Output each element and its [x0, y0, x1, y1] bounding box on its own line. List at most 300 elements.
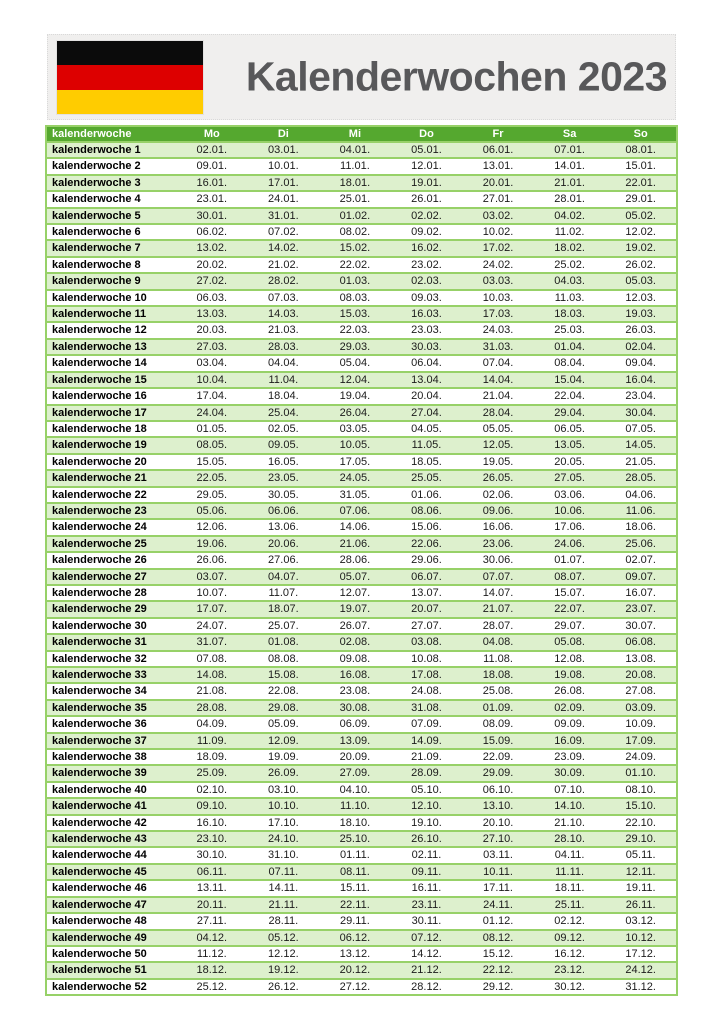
date-cell-do: 19.10. — [391, 815, 463, 831]
date-cell-mi: 27.12. — [319, 979, 391, 995]
date-cell-di: 28.11. — [248, 913, 320, 929]
date-cell-do: 01.06. — [391, 487, 463, 503]
date-cell-mi: 22.11. — [319, 897, 391, 913]
flag-stripe-black — [57, 41, 203, 65]
date-cell-mo: 04.09. — [176, 716, 248, 732]
date-cell-do: 12.10. — [391, 798, 463, 814]
date-cell-do: 29.06. — [391, 552, 463, 568]
date-cell-mo: 24.07. — [176, 618, 248, 634]
table-row — [46, 273, 677, 289]
date-cell-fr: 06.01. — [462, 142, 534, 158]
date-cell-mo: 13.03. — [176, 306, 248, 322]
date-cell-mi: 16.08. — [319, 667, 391, 683]
date-cell-do: 23.03. — [391, 322, 463, 338]
date-cell-fr: 28.07. — [462, 618, 534, 634]
date-cell-sa: 02.12. — [534, 913, 606, 929]
date-cell-fr: 27.01. — [462, 191, 534, 207]
table-row — [46, 405, 677, 421]
germany-flag-icon — [57, 41, 203, 114]
date-cell-mi: 08.03. — [319, 290, 391, 306]
date-cell-sa: 23.12. — [534, 962, 606, 978]
date-cell-mo: 27.02. — [176, 273, 248, 289]
week-label: kalenderwoche 2 — [46, 158, 176, 174]
date-cell-mo: 03.04. — [176, 355, 248, 371]
table-row — [46, 979, 677, 995]
week-label: kalenderwoche 25 — [46, 536, 176, 552]
table-row — [46, 700, 677, 716]
date-cell-di: 21.02. — [248, 257, 320, 273]
date-cell-mo: 04.12. — [176, 930, 248, 946]
date-cell-mi: 25.01. — [319, 191, 391, 207]
date-cell-so: 30.07. — [605, 618, 677, 634]
date-cell-sa: 16.09. — [534, 733, 606, 749]
date-cell-mo: 11.09. — [176, 733, 248, 749]
date-cell-di: 11.07. — [248, 585, 320, 601]
date-cell-fr: 13.10. — [462, 798, 534, 814]
date-cell-mi: 11.01. — [319, 158, 391, 174]
date-cell-mi: 18.10. — [319, 815, 391, 831]
column-header-mo: Mo — [176, 126, 248, 142]
week-label: kalenderwoche 9 — [46, 273, 176, 289]
date-cell-fr: 09.06. — [462, 503, 534, 519]
date-cell-di: 24.10. — [248, 831, 320, 847]
week-label: kalenderwoche 33 — [46, 667, 176, 683]
date-cell-do: 09.11. — [391, 864, 463, 880]
date-cell-mi: 08.11. — [319, 864, 391, 880]
date-cell-sa: 30.12. — [534, 979, 606, 995]
date-cell-fr: 22.12. — [462, 962, 534, 978]
table-row — [46, 798, 677, 814]
date-cell-do: 27.07. — [391, 618, 463, 634]
date-cell-di: 31.10. — [248, 847, 320, 863]
date-cell-mi: 19.04. — [319, 388, 391, 404]
week-label: kalenderwoche 36 — [46, 716, 176, 732]
date-cell-fr: 19.05. — [462, 454, 534, 470]
date-cell-fr: 12.05. — [462, 437, 534, 453]
date-cell-so: 09.04. — [605, 355, 677, 371]
date-cell-fr: 27.10. — [462, 831, 534, 847]
table-row — [46, 847, 677, 863]
week-label: kalenderwoche 15 — [46, 372, 176, 388]
date-cell-mo: 23.10. — [176, 831, 248, 847]
date-cell-fr: 22.09. — [462, 749, 534, 765]
date-cell-so: 16.07. — [605, 585, 677, 601]
week-label: kalenderwoche 47 — [46, 897, 176, 913]
table-row — [46, 585, 677, 601]
date-cell-do: 13.07. — [391, 585, 463, 601]
date-cell-di: 06.06. — [248, 503, 320, 519]
week-label: kalenderwoche 7 — [46, 240, 176, 256]
date-cell-so: 26.11. — [605, 897, 677, 913]
date-cell-so: 06.08. — [605, 634, 677, 650]
date-cell-fr: 30.06. — [462, 552, 534, 568]
date-cell-sa: 01.04. — [534, 339, 606, 355]
date-cell-mo: 20.11. — [176, 897, 248, 913]
date-cell-mo: 16.01. — [176, 175, 248, 191]
date-cell-sa: 03.06. — [534, 487, 606, 503]
date-cell-so: 13.08. — [605, 651, 677, 667]
date-cell-so: 10.09. — [605, 716, 677, 732]
date-cell-mo: 29.05. — [176, 487, 248, 503]
date-cell-mi: 24.05. — [319, 470, 391, 486]
date-cell-do: 26.01. — [391, 191, 463, 207]
date-cell-do: 15.06. — [391, 519, 463, 535]
date-cell-fr: 16.06. — [462, 519, 534, 535]
date-cell-sa: 22.07. — [534, 601, 606, 617]
date-cell-so: 21.05. — [605, 454, 677, 470]
date-cell-so: 05.03. — [605, 273, 677, 289]
date-cell-so: 11.06. — [605, 503, 677, 519]
date-cell-sa: 11.03. — [534, 290, 606, 306]
date-cell-fr: 01.09. — [462, 700, 534, 716]
date-cell-di: 14.03. — [248, 306, 320, 322]
date-cell-mi: 25.10. — [319, 831, 391, 847]
date-cell-do: 06.07. — [391, 569, 463, 585]
date-cell-sa: 04.03. — [534, 273, 606, 289]
date-cell-do: 18.05. — [391, 454, 463, 470]
table-row — [46, 880, 677, 896]
date-cell-di: 31.01. — [248, 208, 320, 224]
date-cell-mo: 23.01. — [176, 191, 248, 207]
date-cell-so: 29.01. — [605, 191, 677, 207]
date-cell-fr: 06.10. — [462, 782, 534, 798]
date-cell-sa: 30.09. — [534, 765, 606, 781]
date-cell-mi: 21.06. — [319, 536, 391, 552]
date-cell-so: 26.02. — [605, 257, 677, 273]
week-label: kalenderwoche 14 — [46, 355, 176, 371]
date-cell-mi: 26.04. — [319, 405, 391, 421]
date-cell-so: 28.05. — [605, 470, 677, 486]
date-cell-do: 13.04. — [391, 372, 463, 388]
date-cell-fr: 29.09. — [462, 765, 534, 781]
date-cell-sa: 09.09. — [534, 716, 606, 732]
table-row — [46, 421, 677, 437]
date-cell-fr: 03.03. — [462, 273, 534, 289]
date-cell-do: 14.09. — [391, 733, 463, 749]
week-label: kalenderwoche 1 — [46, 142, 176, 158]
date-cell-mo: 12.06. — [176, 519, 248, 535]
date-cell-sa: 14.10. — [534, 798, 606, 814]
table-row — [46, 667, 677, 683]
date-cell-di: 05.12. — [248, 930, 320, 946]
date-cell-fr: 24.03. — [462, 322, 534, 338]
table-row — [46, 355, 677, 371]
date-cell-di: 02.05. — [248, 421, 320, 437]
table-row — [46, 158, 677, 174]
date-cell-so: 14.05. — [605, 437, 677, 453]
date-cell-mo: 22.05. — [176, 470, 248, 486]
date-cell-di: 28.02. — [248, 273, 320, 289]
date-cell-fr: 10.11. — [462, 864, 534, 880]
date-cell-mi: 10.05. — [319, 437, 391, 453]
date-cell-di: 08.08. — [248, 651, 320, 667]
date-cell-mi: 04.01. — [319, 142, 391, 158]
date-cell-sa: 18.11. — [534, 880, 606, 896]
date-cell-fr: 05.05. — [462, 421, 534, 437]
table-row — [46, 470, 677, 486]
date-cell-fr: 20.10. — [462, 815, 534, 831]
date-cell-mo: 28.08. — [176, 700, 248, 716]
date-cell-mo: 09.10. — [176, 798, 248, 814]
date-cell-di: 07.02. — [248, 224, 320, 240]
date-cell-di: 09.05. — [248, 437, 320, 453]
date-cell-sa: 17.06. — [534, 519, 606, 535]
date-cell-di: 30.05. — [248, 487, 320, 503]
date-cell-di: 18.07. — [248, 601, 320, 617]
date-cell-sa: 04.11. — [534, 847, 606, 863]
date-cell-fr: 04.08. — [462, 634, 534, 650]
date-cell-mi: 28.06. — [319, 552, 391, 568]
date-cell-di: 03.10. — [248, 782, 320, 798]
date-cell-mi: 15.03. — [319, 306, 391, 322]
flag-stripe-red — [57, 65, 203, 89]
date-cell-fr: 15.12. — [462, 946, 534, 962]
date-cell-do: 05.10. — [391, 782, 463, 798]
week-label: kalenderwoche 30 — [46, 618, 176, 634]
date-cell-do: 31.08. — [391, 700, 463, 716]
date-cell-fr: 01.12. — [462, 913, 534, 929]
date-cell-so: 12.03. — [605, 290, 677, 306]
week-label: kalenderwoche 27 — [46, 569, 176, 585]
date-cell-mi: 13.09. — [319, 733, 391, 749]
date-cell-di: 04.04. — [248, 355, 320, 371]
week-label: kalenderwoche 26 — [46, 552, 176, 568]
date-cell-so: 02.04. — [605, 339, 677, 355]
week-label: kalenderwoche 13 — [46, 339, 176, 355]
date-cell-di: 17.01. — [248, 175, 320, 191]
date-cell-mo: 08.05. — [176, 437, 248, 453]
date-cell-mo: 13.11. — [176, 880, 248, 896]
table-row — [46, 634, 677, 650]
date-cell-do: 17.08. — [391, 667, 463, 683]
date-cell-mi: 12.04. — [319, 372, 391, 388]
date-cell-sa: 14.01. — [534, 158, 606, 174]
date-cell-di: 20.06. — [248, 536, 320, 552]
date-cell-mo: 31.07. — [176, 634, 248, 650]
page-title: Kalenderwochen 2023 — [245, 53, 667, 100]
date-cell-sa: 29.07. — [534, 618, 606, 634]
date-cell-fr: 21.04. — [462, 388, 534, 404]
table-row — [46, 487, 677, 503]
date-cell-mi: 29.11. — [319, 913, 391, 929]
date-cell-di: 10.10. — [248, 798, 320, 814]
date-cell-fr: 23.06. — [462, 536, 534, 552]
table-row — [46, 454, 677, 470]
date-cell-fr: 10.03. — [462, 290, 534, 306]
date-cell-do: 21.12. — [391, 962, 463, 978]
date-cell-so: 29.10. — [605, 831, 677, 847]
week-label: kalenderwoche 24 — [46, 519, 176, 535]
week-label: kalenderwoche 5 — [46, 208, 176, 224]
date-cell-do: 02.03. — [391, 273, 463, 289]
week-label: kalenderwoche 46 — [46, 880, 176, 896]
date-cell-do: 12.01. — [391, 158, 463, 174]
date-cell-di: 16.05. — [248, 454, 320, 470]
date-cell-so: 05.02. — [605, 208, 677, 224]
date-cell-so: 20.08. — [605, 667, 677, 683]
column-header-mi: Mi — [319, 126, 391, 142]
date-cell-mi: 01.02. — [319, 208, 391, 224]
date-cell-di: 19.12. — [248, 962, 320, 978]
table-row — [46, 716, 677, 732]
table-row — [46, 782, 677, 798]
date-cell-so: 08.01. — [605, 142, 677, 158]
week-label: kalenderwoche 41 — [46, 798, 176, 814]
date-cell-mo: 21.08. — [176, 683, 248, 699]
date-cell-fr: 13.01. — [462, 158, 534, 174]
date-cell-sa: 21.01. — [534, 175, 606, 191]
date-cell-sa: 25.03. — [534, 322, 606, 338]
table-row — [46, 864, 677, 880]
date-cell-di: 05.09. — [248, 716, 320, 732]
table-row — [46, 290, 677, 306]
week-label: kalenderwoche 6 — [46, 224, 176, 240]
date-cell-so: 09.07. — [605, 569, 677, 585]
date-cell-mi: 30.08. — [319, 700, 391, 716]
date-cell-mo: 16.10. — [176, 815, 248, 831]
date-cell-do: 10.08. — [391, 651, 463, 667]
date-cell-mi: 18.01. — [319, 175, 391, 191]
date-cell-so: 12.02. — [605, 224, 677, 240]
table-row — [46, 930, 677, 946]
date-cell-fr: 28.04. — [462, 405, 534, 421]
date-cell-mi: 02.08. — [319, 634, 391, 650]
date-cell-mi: 09.08. — [319, 651, 391, 667]
date-cell-sa: 23.09. — [534, 749, 606, 765]
date-cell-do: 11.05. — [391, 437, 463, 453]
date-cell-mo: 13.02. — [176, 240, 248, 256]
date-cell-do: 09.03. — [391, 290, 463, 306]
table-row — [46, 372, 677, 388]
date-cell-di: 28.03. — [248, 339, 320, 355]
date-cell-so: 05.11. — [605, 847, 677, 863]
date-cell-di: 17.10. — [248, 815, 320, 831]
date-cell-mo: 17.07. — [176, 601, 248, 617]
date-cell-mo: 02.01. — [176, 142, 248, 158]
table-row — [46, 503, 677, 519]
date-cell-mo: 14.08. — [176, 667, 248, 683]
date-cell-do: 22.06. — [391, 536, 463, 552]
date-cell-mi: 11.10. — [319, 798, 391, 814]
table-row — [46, 257, 677, 273]
date-cell-sa: 10.06. — [534, 503, 606, 519]
date-cell-mi: 04.10. — [319, 782, 391, 798]
date-cell-mo: 09.01. — [176, 158, 248, 174]
date-cell-do: 06.04. — [391, 355, 463, 371]
table-row — [46, 142, 677, 158]
date-cell-mi: 27.09. — [319, 765, 391, 781]
date-cell-do: 20.07. — [391, 601, 463, 617]
date-cell-mo: 01.05. — [176, 421, 248, 437]
date-cell-mo: 17.04. — [176, 388, 248, 404]
date-cell-mi: 01.03. — [319, 273, 391, 289]
date-cell-di: 22.08. — [248, 683, 320, 699]
table-row — [46, 897, 677, 913]
date-cell-mo: 20.03. — [176, 322, 248, 338]
date-cell-so: 19.03. — [605, 306, 677, 322]
week-label: kalenderwoche 48 — [46, 913, 176, 929]
date-cell-do: 19.01. — [391, 175, 463, 191]
date-cell-so: 16.04. — [605, 372, 677, 388]
date-cell-di: 25.04. — [248, 405, 320, 421]
date-cell-mi: 15.11. — [319, 880, 391, 896]
date-cell-mi: 20.12. — [319, 962, 391, 978]
week-label: kalenderwoche 4 — [46, 191, 176, 207]
table-row — [46, 733, 677, 749]
date-cell-so: 17.12. — [605, 946, 677, 962]
column-header-do: Do — [391, 126, 463, 142]
date-cell-di: 24.01. — [248, 191, 320, 207]
date-cell-di: 27.06. — [248, 552, 320, 568]
date-cell-do: 24.08. — [391, 683, 463, 699]
date-cell-mi: 01.11. — [319, 847, 391, 863]
date-cell-di: 21.03. — [248, 322, 320, 338]
date-cell-fr: 15.09. — [462, 733, 534, 749]
week-label: kalenderwoche 22 — [46, 487, 176, 503]
date-cell-fr: 11.08. — [462, 651, 534, 667]
table-row — [46, 339, 677, 355]
date-cell-so: 19.11. — [605, 880, 677, 896]
flag-stripe-gold — [57, 90, 203, 114]
date-cell-so: 31.12. — [605, 979, 677, 995]
date-cell-fr: 02.06. — [462, 487, 534, 503]
column-header-kalenderwoche: kalenderwoche — [46, 126, 176, 142]
week-label: kalenderwoche 42 — [46, 815, 176, 831]
table-row — [46, 322, 677, 338]
date-cell-do: 14.12. — [391, 946, 463, 962]
table-row — [46, 749, 677, 765]
date-cell-mi: 23.08. — [319, 683, 391, 699]
week-label: kalenderwoche 12 — [46, 322, 176, 338]
date-cell-mo: 20.02. — [176, 257, 248, 273]
date-cell-mi: 06.12. — [319, 930, 391, 946]
week-label: kalenderwoche 52 — [46, 979, 176, 995]
date-cell-mo: 24.04. — [176, 405, 248, 421]
date-cell-di: 26.09. — [248, 765, 320, 781]
date-cell-fr: 31.03. — [462, 339, 534, 355]
date-cell-di: 10.01. — [248, 158, 320, 174]
week-label: kalenderwoche 51 — [46, 962, 176, 978]
date-cell-do: 23.02. — [391, 257, 463, 273]
date-cell-mo: 03.07. — [176, 569, 248, 585]
date-cell-di: 23.05. — [248, 470, 320, 486]
calendar-weeks-table — [45, 125, 678, 996]
date-cell-mo: 10.04. — [176, 372, 248, 388]
date-cell-mi: 22.02. — [319, 257, 391, 273]
date-cell-sa: 11.02. — [534, 224, 606, 240]
date-cell-so: 15.01. — [605, 158, 677, 174]
date-cell-so: 30.04. — [605, 405, 677, 421]
date-cell-mi: 31.05. — [319, 487, 391, 503]
date-cell-so: 10.12. — [605, 930, 677, 946]
date-cell-so: 03.12. — [605, 913, 677, 929]
week-label: kalenderwoche 19 — [46, 437, 176, 453]
date-cell-mo: 25.12. — [176, 979, 248, 995]
date-cell-di: 14.11. — [248, 880, 320, 896]
table-row — [46, 815, 677, 831]
date-cell-di: 14.02. — [248, 240, 320, 256]
date-cell-sa: 15.07. — [534, 585, 606, 601]
date-cell-so: 22.01. — [605, 175, 677, 191]
week-label: kalenderwoche 8 — [46, 257, 176, 273]
table-row — [46, 946, 677, 962]
date-cell-di: 11.04. — [248, 372, 320, 388]
date-cell-sa: 15.04. — [534, 372, 606, 388]
date-cell-mi: 06.09. — [319, 716, 391, 732]
date-cell-mo: 27.11. — [176, 913, 248, 929]
date-cell-mo: 06.02. — [176, 224, 248, 240]
date-cell-di: 18.04. — [248, 388, 320, 404]
